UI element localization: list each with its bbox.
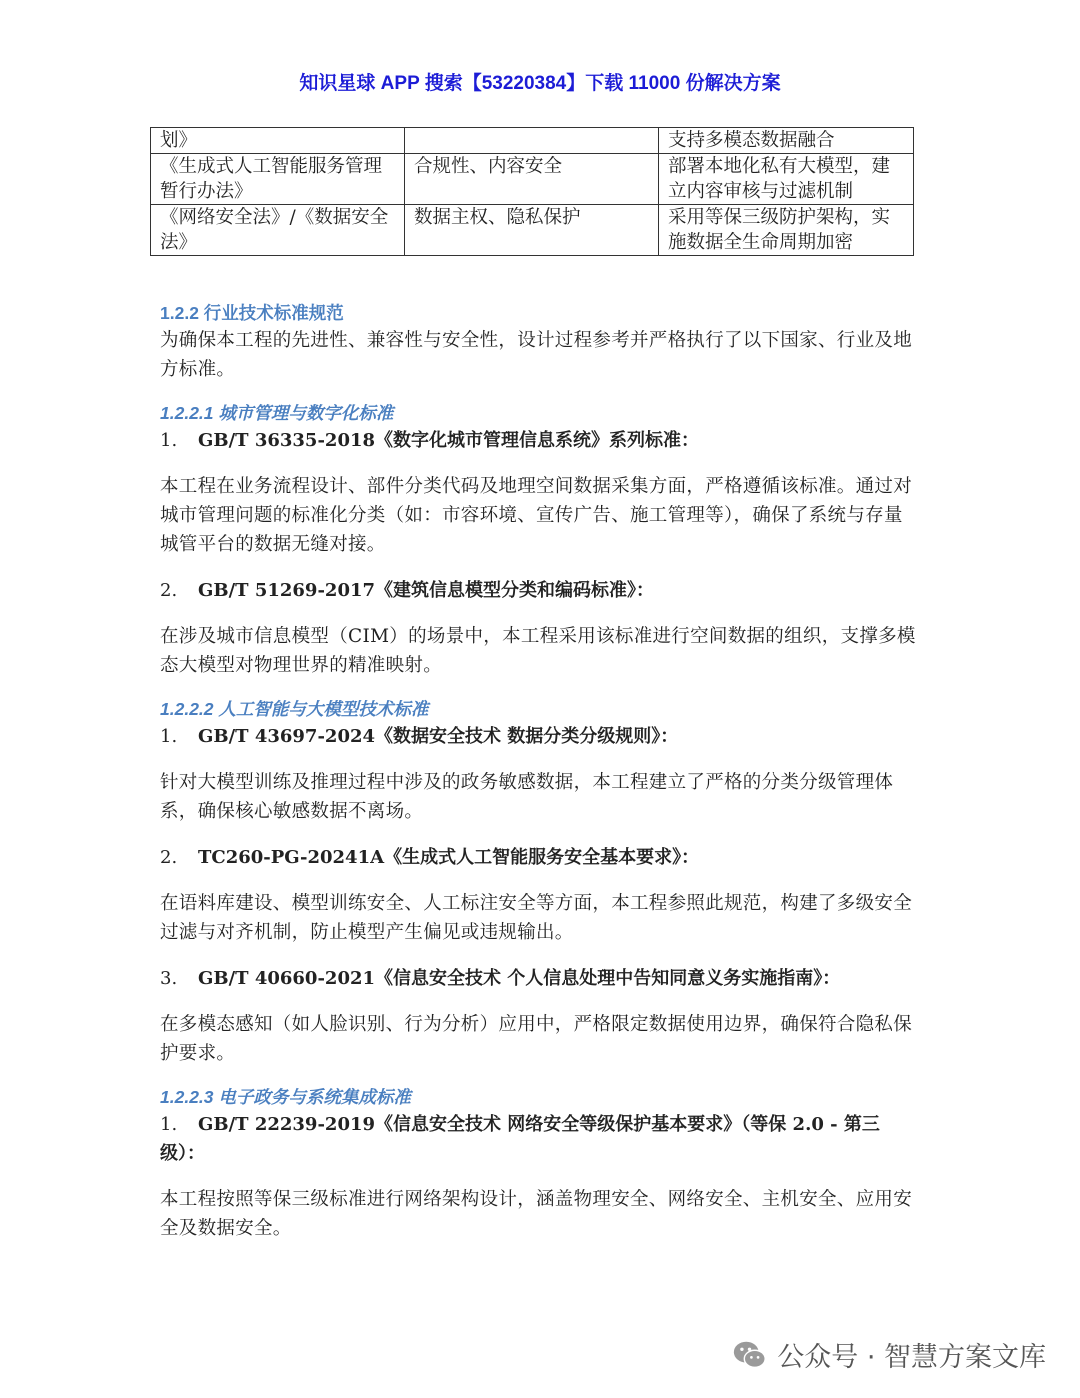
list-number: 2. bbox=[160, 580, 178, 601]
list-item-title bbox=[160, 426, 918, 455]
paragraph: 在语料库建设、模型训练安全、人工标注安全等方面，本工程参照此规范，构建了多级安全过滤与对齐机制，防止模型产生偏见或违规输出。 bbox=[160, 893, 913, 943]
subsection-heading: 1.2.2.1 城市管理与数字化标准 bbox=[160, 403, 394, 423]
list-number: 2. bbox=[160, 847, 178, 868]
list-number: 1. bbox=[160, 430, 178, 451]
table-row bbox=[151, 154, 914, 205]
watermark-text: 公众号 · 智慧方案文库 bbox=[777, 1342, 1046, 1373]
page-header-title: 知识星球 APP 搜索【53220384】下载 11000 份解决方案 bbox=[299, 73, 781, 94]
subsection-heading: 1.2.2.2 人工智能与大模型技术标准 bbox=[160, 699, 429, 719]
list-number: 1. bbox=[160, 726, 178, 747]
list-number: 1. bbox=[160, 1114, 178, 1135]
list-item-title bbox=[160, 843, 918, 872]
table-cell: 采用等保三级防护架构，实施数据全生命周期加密 bbox=[659, 205, 914, 256]
paragraph: 针对大模型训练及推理过程中涉及的政务敏感数据，本工程建立了严格的分类分级管理体系，确保核心敏感数据不离场。 bbox=[160, 772, 894, 822]
list-number: 3. bbox=[160, 968, 178, 989]
paragraph: 本工程按照等保三级标准进行网络架构设计，涵盖物理安全、网络安全、主机安全、应用安全及数据安全。 bbox=[160, 1189, 913, 1239]
table-cell bbox=[405, 128, 659, 154]
watermark bbox=[731, 1335, 1046, 1374]
table-cell: 《生成式人工智能服务管理暂行办法》 bbox=[151, 154, 405, 205]
table-cell: 合规性、内容安全 bbox=[405, 154, 659, 205]
standard-title: GB/T 43697-2024《数据安全技术 数据分类分级规则》： bbox=[198, 726, 679, 747]
list-item-title bbox=[160, 964, 918, 993]
section-heading: 1.2.2 行业技术标准规范 bbox=[160, 303, 344, 323]
table-row bbox=[151, 205, 914, 256]
standard-title: GB/T 22239-2019《信息安全技术 网络安全等级保护基本要求》（等保 2.0 - 第三级）： bbox=[160, 1114, 880, 1164]
table-row bbox=[151, 128, 914, 154]
standard-title: GB/T 36335-2018《数字化城市管理信息系统》系列标准： bbox=[198, 430, 700, 451]
table-cell: 部署本地化私有大模型，建立内容审核与过滤机制 bbox=[659, 154, 914, 205]
document-body bbox=[160, 300, 918, 1243]
wechat-icon bbox=[731, 1336, 769, 1374]
table-cell: 数据主权、隐私保护 bbox=[405, 205, 659, 256]
list-item-title bbox=[160, 722, 918, 751]
standard-title: GB/T 40660-2021《信息安全技术 个人信息处理中告知同意义务实施指南》： bbox=[198, 968, 841, 989]
standard-title: TC260-PG-20241A《生成式人工智能服务安全基本要求》： bbox=[198, 847, 700, 868]
paragraph: 本工程在业务流程设计、部件分类代码及地理空间数据采集方面，严格遵循该标准。通过对城市管理问题的标准化分类（如：市容环境、宣传广告、施工管理等），确保了系统与存量城管平台的数据无缝对接。 bbox=[160, 476, 913, 555]
table-cell: 划》 bbox=[151, 128, 405, 154]
paragraph: 在多模态感知（如人脸识别、行为分析）应用中，严格限定数据使用边界，确保符合隐私保护要求。 bbox=[160, 1014, 913, 1064]
requirements-table bbox=[150, 127, 914, 256]
table-cell: 支持多模态数据融合 bbox=[659, 128, 914, 154]
paragraph: 在涉及城市信息模型（CIM）的场景中，本工程采用该标准进行空间数据的组织，支撑多模态大模型对物理世界的精准映射。 bbox=[160, 626, 916, 676]
standard-title: GB/T 51269-2017《建筑信息模型分类和编码标准》： bbox=[198, 580, 655, 601]
subsection-heading: 1.2.2.3 电子政务与系统集成标准 bbox=[160, 1087, 411, 1107]
paragraph: 为确保本工程的先进性、兼容性与安全性，设计过程参考并严格执行了以下国家、行业及地方标准。 bbox=[160, 330, 913, 380]
list-item-title bbox=[160, 576, 918, 605]
table-cell: 《网络安全法》/《数据安全法》 bbox=[151, 205, 405, 256]
list-item-title bbox=[160, 1110, 918, 1168]
